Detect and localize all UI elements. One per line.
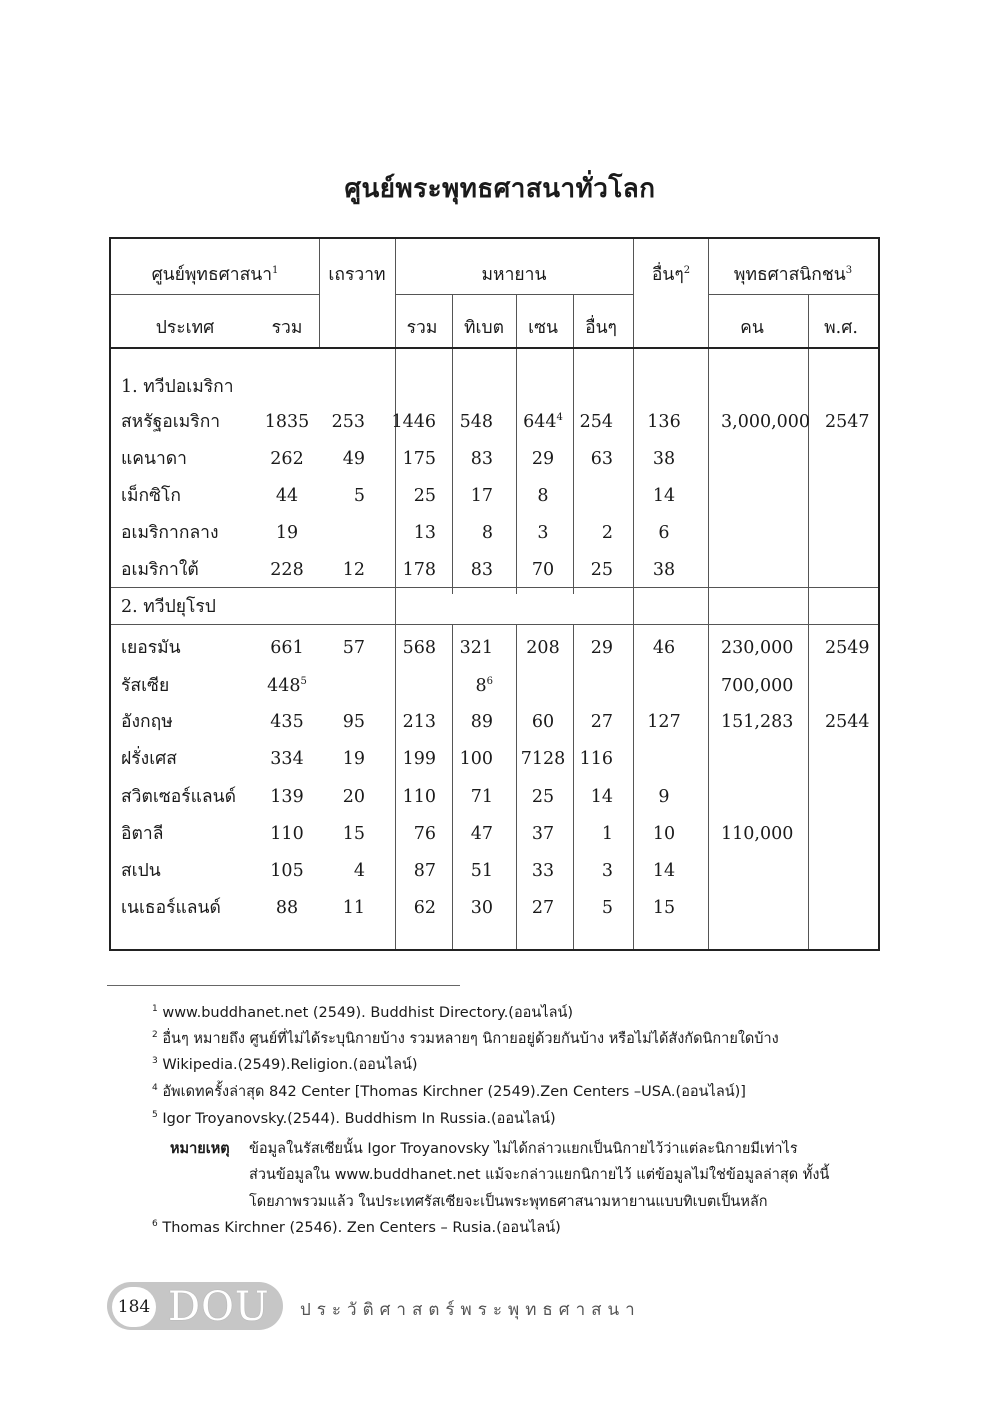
cell-total: 1835: [264, 412, 310, 432]
cell-theravada: 57: [342, 638, 365, 658]
cell-maha-others: 27: [590, 712, 613, 732]
cell-year: 2549: [825, 638, 870, 658]
section-america: 1. ทวีปอเมริกา: [121, 377, 234, 397]
footnote: $^4$ อัพเดทครั้งล่าสุด 842 Center [Thomas Kirchner (2549).Zen Centers –USA.(ออนไลน์)]: [152, 1083, 746, 1100]
cell-others: 136: [647, 412, 681, 432]
cell-maha-others: 1: [601, 824, 613, 844]
cell-total: 262: [270, 449, 304, 469]
cell-maha-total: 178: [402, 560, 436, 580]
cell-theravada: 253: [331, 412, 365, 432]
cell-total: $448^5$: [267, 676, 307, 696]
cell-country: สเปน: [121, 861, 161, 881]
footnote: $^6$ Thomas Kirchner (2546). Zen Centers – Rusia.(ออนไลน์): [152, 1219, 561, 1236]
cell-others: 14: [652, 861, 676, 881]
cell-country: อเมริกาใต้: [121, 560, 199, 580]
cell-zen: 25: [531, 787, 555, 807]
cell-others: 127: [647, 712, 681, 732]
cell-maha-others: 2: [601, 523, 613, 543]
cell-maha-total: 568: [402, 638, 436, 658]
cell-country: เม็กซิโก: [121, 486, 181, 506]
cell-tibet: 71: [470, 787, 493, 807]
cell-theravada: 95: [342, 712, 365, 732]
cell-maha-total: 1446: [391, 412, 436, 432]
page-title: ศูนย์พระพุทธศาสนาทั่วโลก: [344, 174, 656, 204]
cell-country: เยอรมัน: [121, 638, 181, 658]
cell-maha-others: 14: [590, 787, 613, 807]
note-line: ข้อมูลในรัสเซียนั้น Igor Troyanovsky ไม่ได้กล่าวแยกเป็นนิกายไว้ว่าแต่ละนิกายมีเท่าไร: [249, 1141, 798, 1157]
header-mahayana: มหายาน: [481, 265, 547, 285]
cell-country: อังกฤษ: [121, 712, 173, 732]
cell-people: 230,000: [721, 638, 794, 658]
header-year: พ.ศ.: [824, 318, 858, 338]
header-zen: เซน: [528, 318, 558, 338]
buddhist-centers-table: [109, 237, 880, 951]
cell-tibet: 17: [470, 486, 493, 506]
cell-zen: 8: [537, 486, 549, 506]
cell-maha-total: 175: [402, 449, 436, 469]
header-others: อื่นๆ$^2$: [651, 265, 691, 285]
note-line: ส่วนข้อมูลใน www.buddhanet.net แม้จะกล่าวแยกนิกายไว้ แต่ข้อมูลไม่ใช่ข้อมูลล่าสุด ทั้งนี้: [249, 1167, 830, 1183]
header-maha-total: รวม: [406, 318, 438, 338]
cell-maha-others: 5: [601, 898, 613, 918]
footnote-rule: [107, 985, 460, 986]
cell-tibet: 321: [459, 638, 493, 658]
cell-maha-others: 116: [579, 749, 613, 769]
cell-total: 139: [270, 787, 304, 807]
cell-others: 38: [652, 449, 676, 469]
cell-tibet: 89: [470, 712, 493, 732]
cell-theravada: 12: [342, 560, 365, 580]
cell-maha-total: 199: [402, 749, 436, 769]
header-centers: ศูนย์พุทธศาสนา$^1$: [151, 265, 279, 285]
cell-zen: $644^4$: [523, 412, 563, 432]
cell-country: ฝรั่งเศส: [121, 749, 177, 769]
cell-zen: 37: [531, 824, 555, 844]
cell-zen: 60: [531, 712, 555, 732]
cell-theravada: 5: [353, 486, 365, 506]
cell-country: อิตาลี: [121, 824, 164, 844]
cell-theravada: 4: [353, 861, 365, 881]
note-label: หมายเหตุ: [170, 1141, 230, 1157]
cell-people: 700,000: [721, 676, 794, 696]
cell-others: 10: [652, 824, 676, 844]
book-title: ประวัติศาสตร์พระพุทธศาสนา: [300, 1300, 641, 1320]
cell-maha-others: 254: [579, 412, 613, 432]
cell-year: 2547: [825, 412, 870, 432]
footnote: $^1$ www.buddhanet.net (2549). Buddhist Directory.(ออนไลน์): [152, 1004, 574, 1021]
header-buddhists: พุทธศาสนิกชน$^3$: [733, 265, 853, 285]
cell-tibet: 8: [481, 523, 493, 543]
cell-total: 661: [270, 638, 304, 658]
cell-year: 2544: [825, 712, 870, 732]
dou-logo: DOU: [168, 1284, 270, 1330]
cell-people: 3,000,000: [721, 412, 811, 432]
cell-others: 14: [652, 486, 676, 506]
cell-total: 88: [275, 898, 299, 918]
header-total: รวม: [271, 318, 303, 338]
cell-tibet: $8^6$: [475, 676, 493, 696]
cell-total: 44: [275, 486, 299, 506]
header-country: ประเทศ: [155, 318, 215, 338]
cell-total: 105: [270, 861, 304, 881]
cell-total: 334: [270, 749, 304, 769]
cell-theravada: 19: [342, 749, 365, 769]
cell-maha-total: 76: [413, 824, 436, 844]
cell-maha-others: 63: [590, 449, 613, 469]
cell-country: แคนาดา: [121, 449, 187, 469]
cell-maha-others: 3: [601, 861, 613, 881]
footnote: $^3$ Wikipedia.(2549).Religion.(ออนไลน์): [152, 1056, 418, 1073]
cell-zen: 208: [526, 638, 560, 658]
cell-maha-total: 25: [413, 486, 436, 506]
cell-country: สวิตเซอร์แลนด์: [121, 787, 236, 807]
cell-others: 15: [652, 898, 676, 918]
note-line: โดยภาพรวมแล้ว ในประเทศรัสเซียจะเป็นพระพุทธศาสนามหายานแบบทิเบตเป็นหลัก: [249, 1194, 768, 1210]
cell-zen: 70: [531, 560, 555, 580]
cell-zen: 29: [531, 449, 555, 469]
cell-zen: 27: [531, 898, 555, 918]
cell-tibet: 51: [470, 861, 493, 881]
cell-theravada: 15: [342, 824, 365, 844]
cell-total: 228: [270, 560, 304, 580]
header-maha-others: อื่นๆ: [585, 318, 617, 338]
cell-zen: 3: [537, 523, 549, 543]
cell-country: อเมริกากลาง: [121, 523, 219, 543]
header-theravada: เถรวาท: [328, 265, 386, 285]
cell-tibet: 83: [470, 449, 493, 469]
cell-tibet: 83: [470, 560, 493, 580]
cell-maha-others: 25: [590, 560, 613, 580]
cell-tibet: 30: [470, 898, 493, 918]
cell-maha-total: 62: [413, 898, 436, 918]
cell-maha-total: 110: [402, 787, 436, 807]
header-people: คน: [740, 318, 764, 338]
cell-tibet: 548: [459, 412, 493, 432]
cell-people: 151,283: [721, 712, 794, 732]
header-tibet: ทิเบต: [464, 318, 504, 338]
cell-theravada: 11: [342, 898, 365, 918]
cell-maha-others: 29: [590, 638, 613, 658]
cell-total: 19: [275, 523, 299, 543]
cell-country: รัสเซีย: [121, 676, 170, 696]
section-europe: 2. ทวีปยุโรป: [121, 597, 216, 617]
cell-others: 46: [652, 638, 676, 658]
cell-tibet: 100: [459, 749, 493, 769]
cell-maha-total: 213: [402, 712, 436, 732]
cell-theravada: 20: [342, 787, 365, 807]
cell-zen: 33: [531, 861, 555, 881]
cell-tibet: 47: [470, 824, 493, 844]
cell-others: 6: [658, 523, 670, 543]
cell-people: 110,000: [721, 824, 794, 844]
cell-total: 435: [270, 712, 304, 732]
cell-maha-total: 87: [413, 861, 436, 881]
cell-zen: 7128: [520, 749, 566, 769]
cell-country: สหรัฐอเมริกา: [121, 412, 221, 432]
footnote: $^5$ Igor Troyanovsky.(2544). Buddhism In Russia.(ออนไลน์): [152, 1110, 556, 1127]
cell-total: 110: [270, 824, 304, 844]
cell-country: เนเธอร์แลนด์: [121, 898, 221, 918]
cell-theravada: 49: [342, 449, 365, 469]
footnote: $^2$ อื่นๆ หมายถึง ศูนย์ที่ไม่ได้ระบุนิกายบ้าง รวมหลายๆ นิกายอยู่ด้วยกันบ้าง หรือไม่ได้สังกัดนิกายใดบ้าง: [152, 1030, 779, 1047]
cell-others: 9: [658, 787, 670, 807]
cell-maha-total: 13: [413, 523, 436, 543]
page-number: 184: [112, 1287, 156, 1327]
cell-others: 38: [652, 560, 676, 580]
